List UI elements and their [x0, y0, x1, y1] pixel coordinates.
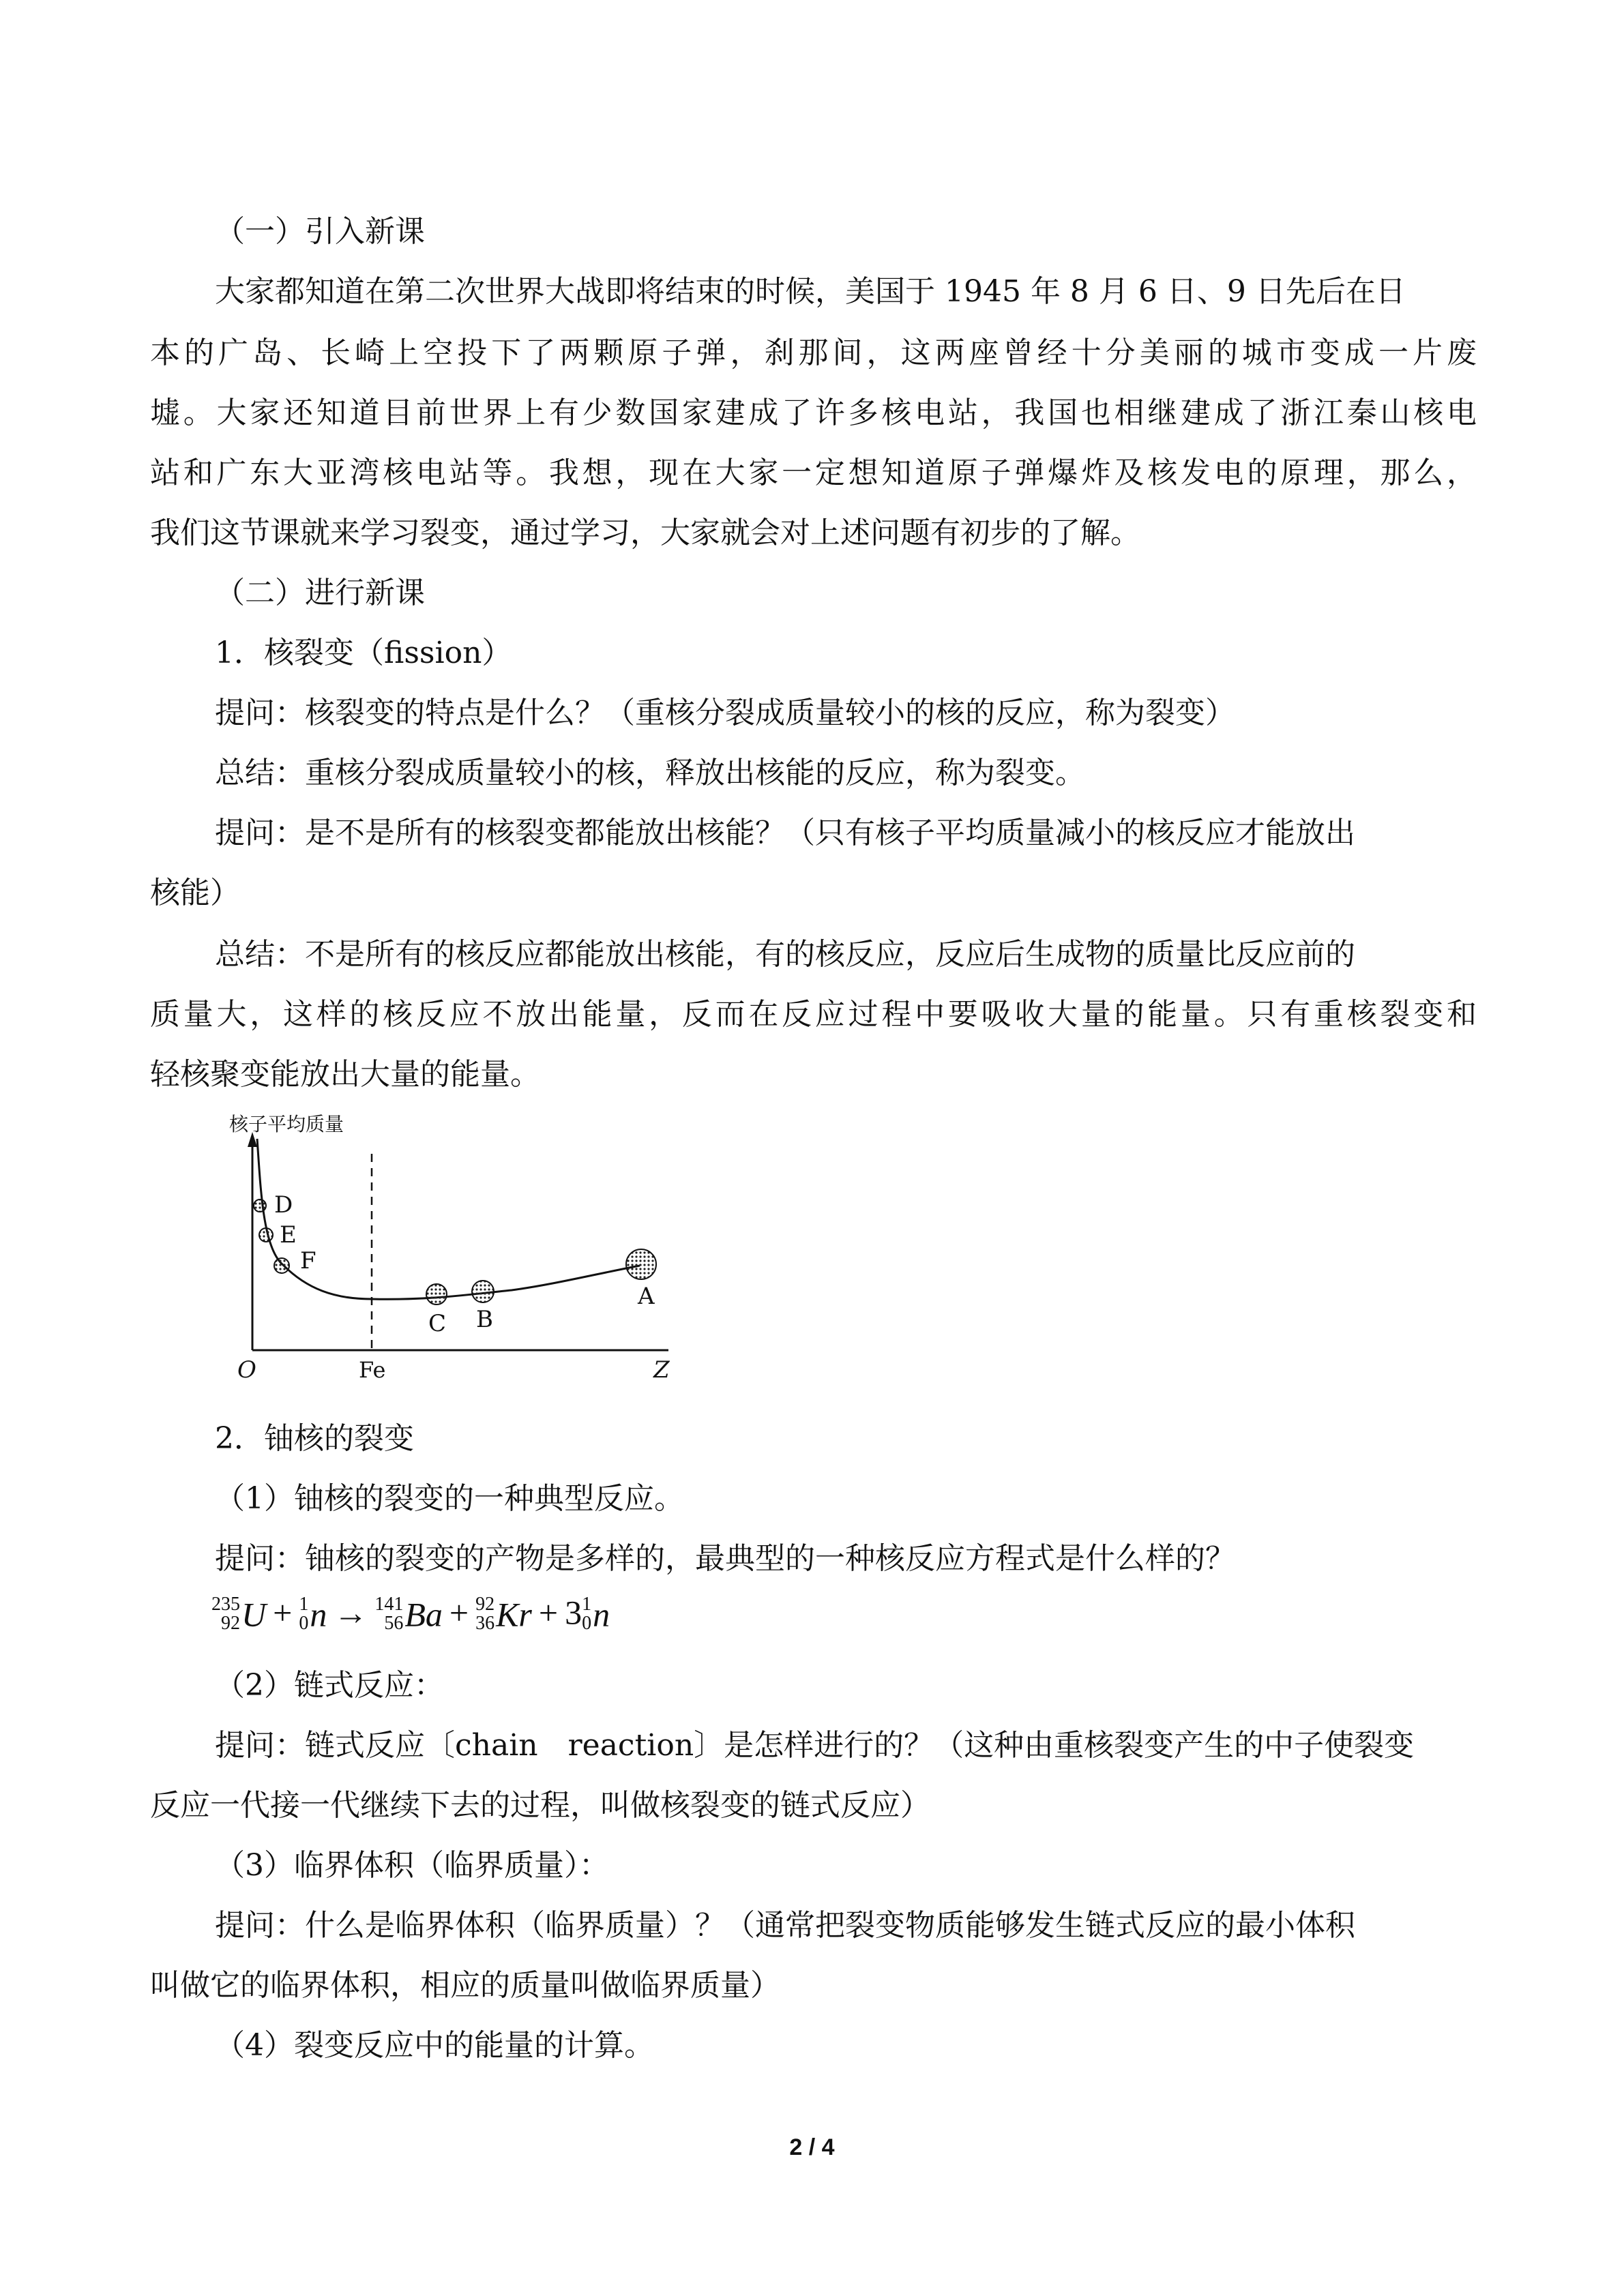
paragraph-line: 核能） [150, 876, 240, 910]
paragraph-line: （二）进行新课 [215, 576, 425, 610]
element-symbol: n [593, 1595, 610, 1634]
label-e: E [280, 1221, 297, 1249]
label-f: F [300, 1247, 316, 1274]
paragraph-line: 墟。大家还知道目前世界上有少数国家建成了许多核电站，我国也相继建成了浙江秦山核电 [150, 396, 1477, 430]
paragraph-line: 提问：核裂变的特点是什么？（重核分裂成质量较小的核的反应，称为裂变） [215, 696, 1235, 730]
mass-number: 235 [211, 1594, 240, 1615]
label-d: D [274, 1191, 293, 1219]
paragraph-line: 我们这节课就来学习裂变，通过学习，大家就会对上述问题有初步的了解。 [150, 516, 1140, 550]
element-symbol: Kr [496, 1595, 532, 1634]
atomic-number: 0 [299, 1613, 309, 1635]
mass-curve [257, 1139, 640, 1299]
paragraph-line: （4）裂变反应中的能量的计算。 [215, 2028, 654, 2063]
isotope-neutron [582, 1591, 610, 1635]
paragraph-line: （1）铀核的裂变的一种典型反应。 [215, 1481, 684, 1516]
label-a: A [638, 1283, 655, 1310]
nucleus-a [626, 1249, 656, 1279]
mass-number: 1 [299, 1594, 309, 1615]
element-symbol: Ba [404, 1595, 443, 1634]
paragraph-line: 反应一代接一代继续下去的过程，叫做核裂变的链式反应） [150, 1788, 930, 1823]
paragraph-line: 大家都知道在第二次世界大战即将结束的时候，美国于 1945 年 8 月 6 日、9 日先后在日 [215, 274, 1406, 309]
paragraph-line: 1．核裂变（fission） [215, 636, 512, 670]
label-b: B [476, 1306, 493, 1333]
mass-number: 1 [582, 1594, 592, 1615]
paragraph-line: （3）临界体积（临界质量）： [215, 1848, 609, 1883]
atomic-number: 36 [475, 1613, 495, 1635]
paragraph-line: 本的广岛、长崎上空投下了两颗原子弹，刹那间，这两座曾经十分美丽的城市变成一片废 [150, 336, 1477, 370]
atomic-number: 92 [221, 1613, 240, 1635]
paragraph-line: 总结：不是所有的核反应都能放出核能，有的核反应，反应后生成物的质量比反应前的 [215, 937, 1355, 972]
isotope-uranium [211, 1591, 266, 1635]
element-symbol: U [241, 1595, 267, 1634]
mass-number: 141 [374, 1594, 404, 1615]
paragraph-line: 总结：重核分裂成质量较小的核，释放出核能的反应，称为裂变。 [215, 756, 1085, 790]
plus-sign: + [273, 1593, 293, 1632]
paragraph-line: （2）链式反应： [215, 1668, 444, 1703]
label-c: C [428, 1310, 447, 1337]
label-fe: Fe [359, 1357, 386, 1383]
y-axis-label: 核子平均质量 [229, 1113, 344, 1135]
paragraph-line: 2．铀核的裂变 [215, 1421, 414, 1456]
nucleus-b [472, 1281, 494, 1302]
average-nucleon-mass-figure [225, 1112, 689, 1384]
paragraph-line: 提问：是不是所有的核裂变都能放出核能？（只有核子平均质量减小的核反应才能放出 [215, 816, 1355, 850]
nucleus-d [254, 1199, 266, 1212]
mass-number: 92 [475, 1594, 495, 1615]
paragraph-line: 站和广东大亚湾核电站等。我想，现在大家一定想知道原子弹爆炸及核发电的原理，那么， [150, 456, 1477, 490]
fission-equation [211, 1589, 610, 1634]
label-z: Z [653, 1356, 670, 1384]
atomic-number: 0 [582, 1613, 592, 1635]
paragraph-line: 质量大，这样的核反应不放出能量，反而在反应过程中要吸收大量的能量。只有重核裂变和 [150, 997, 1477, 1032]
page-number: 2 / 4 [789, 2134, 835, 2160]
label-origin: O [237, 1356, 256, 1384]
nucleus-e [259, 1228, 273, 1242]
element-symbol: n [310, 1595, 327, 1634]
isotope-barium [374, 1591, 443, 1635]
isotope-neutron [299, 1591, 327, 1635]
paragraph-line: 提问：铀核的裂变的产物是多样的，最典型的一种核反应方程式是什么样的？ [215, 1541, 1235, 1576]
plus-sign: + [538, 1593, 559, 1632]
paragraph-line: 提问：链式反应〔chain reaction〕是怎样进行的？（这种由重核裂变产生的中子使裂变 [215, 1728, 1415, 1763]
arrow-icon: → [334, 1593, 368, 1632]
plus-sign: + [449, 1593, 469, 1632]
coefficient: 3 [565, 1593, 582, 1632]
atomic-number: 56 [384, 1613, 404, 1635]
nucleus-c [426, 1284, 447, 1304]
paragraph-line: 轻核聚变能放出大量的能量。 [150, 1057, 540, 1092]
nucleus-f [274, 1258, 289, 1273]
isotope-krypton [475, 1591, 532, 1635]
paragraph-line: （一）引入新课 [215, 214, 425, 249]
paragraph-line: 提问：什么是临界体积（临界质量）？（通常把裂变物质能够发生链式反应的最小体积 [215, 1908, 1355, 1943]
paragraph-line: 叫做它的临界体积，相应的质量叫做临界质量） [150, 1968, 780, 2003]
